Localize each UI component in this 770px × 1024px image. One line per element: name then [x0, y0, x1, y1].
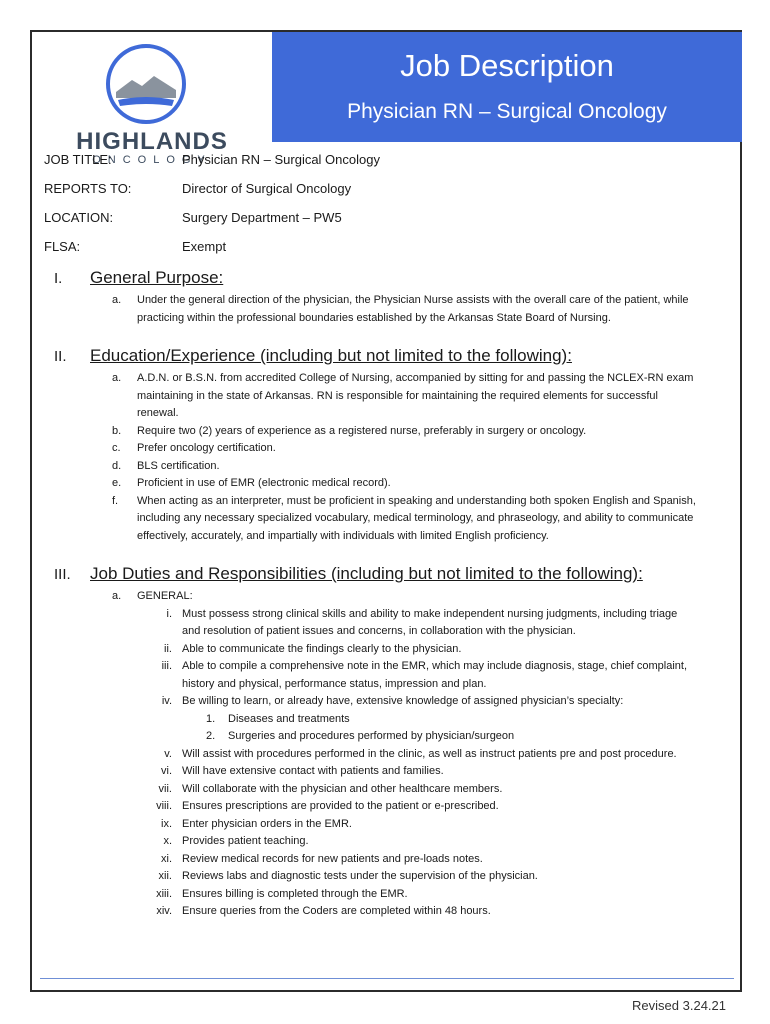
revision-date: Revised 3.24.21 [632, 998, 726, 1013]
duty-item [32, 816, 692, 834]
item-text: BLS certification. [137, 459, 220, 472]
duty-item [32, 658, 692, 693]
section-title: Education/Experience (including but not limited to the following): [90, 346, 572, 365]
duty-item [32, 693, 692, 711]
item-marker: vi. [161, 765, 172, 777]
info-row-job-title [44, 152, 644, 181]
sub-item [32, 728, 688, 746]
logo-sub: ONCOLOGY [92, 154, 212, 166]
item-marker: 1. [206, 712, 216, 725]
list-item [32, 475, 697, 493]
section-job-duties [32, 566, 732, 921]
item-text: Prefer oncology certification. [137, 442, 276, 454]
info-value: Director of Surgical Oncology [182, 181, 352, 196]
section-title: Job Duties and Responsibilities (including but not limited to the following): [90, 564, 643, 583]
item-text: A.D.N. or B.S.N. from accredited College of Nursing, accompanied by sitting for and passing the NCLEX-RN exam maintaining in the state of Arkansas. RN is responsible for maintaining the required elements for successful renewal. [137, 372, 694, 419]
list-item-general [32, 588, 697, 606]
item-text: Able to communicate the findings clearly to the physician. [182, 642, 462, 655]
item-text: Review medical records for new patients and pre-loads notes. [182, 852, 483, 865]
duty-item [32, 606, 692, 641]
item-marker: i. [166, 607, 172, 620]
item-marker: iv. [161, 695, 172, 707]
item-marker: xiii. [156, 887, 172, 900]
info-row-flsa [44, 239, 644, 268]
list-item [32, 423, 697, 441]
item-text: Enter physician orders in the EMR. [182, 817, 352, 830]
item-marker: vii. [158, 782, 172, 795]
title-band [272, 32, 742, 142]
duty-item [32, 746, 692, 764]
section-heading [32, 348, 732, 370]
item-marker: xiv. [156, 905, 172, 917]
item-text: Will have extensive contact with patients and families. [182, 765, 444, 777]
info-value: Exempt [182, 239, 227, 254]
item-text: Provides patient teaching. [182, 835, 309, 847]
duty-item [32, 833, 692, 851]
info-row-location [44, 210, 644, 239]
item-marker: d. [112, 459, 122, 472]
info-row-reports-to [44, 181, 644, 210]
item-text: Under the general direction of the physician, the Physician Nurse assists with the overall care of the patient, while practicing within the professional boundaries established by the Arkansas State Board of Nursing. [137, 294, 689, 324]
duty-item [32, 851, 692, 869]
info-value: Surgery Department – PW5 [182, 210, 342, 225]
duty-item [32, 886, 692, 904]
item-marker: v. [164, 747, 172, 760]
duty-item [32, 903, 692, 921]
item-marker: viii. [156, 800, 172, 812]
item-marker: 2. [206, 730, 216, 742]
item-marker: x. [163, 835, 172, 847]
item-text: Require two (2) years of experience as a registered nurse, preferably in surgery or oncology. [137, 424, 587, 437]
duty-item [32, 868, 692, 886]
item-marker: b. [112, 424, 122, 437]
section-title: General Purpose: [90, 268, 224, 287]
item-marker: a. [112, 372, 122, 384]
item-marker: f. [112, 494, 119, 507]
footer-divider [40, 978, 734, 979]
list-item [32, 493, 697, 546]
duty-item [32, 798, 692, 816]
item-marker: a. [112, 294, 122, 306]
item-text: Must possess strong clinical skills and ability to make independent nursing judgments, including triage and resolution of patient issues and concerns, in collaboration with the physician. [182, 607, 678, 637]
job-info-table [44, 152, 644, 268]
section-number: III. [54, 566, 71, 583]
section-education-experience [32, 348, 732, 545]
item-marker: c. [112, 442, 121, 454]
item-text: GENERAL: [137, 590, 193, 602]
info-label: LOCATION: [44, 210, 114, 225]
item-marker: ii. [164, 642, 172, 655]
item-marker: xi. [161, 852, 172, 865]
sub-item [32, 711, 688, 729]
info-label: JOB TITLE: [44, 152, 112, 167]
info-label: REPORTS TO: [44, 181, 132, 196]
logo-name: HIGHLANDS [76, 128, 228, 155]
duty-item [32, 781, 692, 799]
document-page [30, 30, 742, 992]
list-item [32, 458, 697, 476]
item-text: Able to compile a comprehensive note in the EMR, which may include diagnosis, stage, chief complaint, history and physical, performance status, impression and plan. [182, 660, 688, 690]
item-marker: iii. [161, 660, 172, 672]
document-title: Job Description [400, 48, 614, 83]
list-item [32, 370, 697, 423]
item-text: Reviews labs and diagnostic tests under the supervision of the physician. [182, 870, 538, 882]
item-text: Diseases and treatments [228, 712, 350, 725]
item-marker: xii. [158, 870, 172, 882]
section-general-purpose [32, 270, 732, 327]
info-label: FLSA: [44, 239, 81, 254]
item-text: Proficient in use of EMR (electronic medical record). [137, 477, 391, 489]
item-text: Will assist with procedures performed in the clinic, as well as instruct patients pre and post procedure. [182, 747, 677, 760]
item-text: Ensures prescriptions are provided to the patient or e-prescribed. [182, 800, 499, 812]
item-text: Surgeries and procedures performed by physician/surgeon [228, 730, 515, 742]
list-item [32, 440, 697, 458]
item-text: Be willing to learn, or already have, extensive knowledge of assigned physician’s specialty: [182, 695, 624, 707]
item-text: Will collaborate with the physician and other healthcare members. [182, 782, 503, 795]
duty-item [32, 763, 692, 781]
item-text: When acting as an interpreter, must be proficient in speaking and understanding both spoken English and Spanish, including any necessary specialized vocabulary, medical terminology, and phraseology, and ability to communicate effectively, accurately, and impartially with individuals with limited English proficiency. [137, 494, 696, 542]
section-heading [32, 566, 732, 588]
item-text: Ensures billing is completed through the EMR. [182, 887, 408, 900]
info-value: Physician RN – Surgical Oncology [182, 152, 380, 167]
mountain-logo-icon [104, 42, 188, 126]
section-number: I. [54, 270, 63, 287]
item-text: Ensure queries from the Coders are completed within 48 hours. [182, 905, 491, 917]
list-item [32, 292, 697, 327]
item-marker: a. [112, 590, 122, 602]
item-marker: e. [112, 477, 122, 489]
section-number: II. [54, 348, 67, 365]
item-marker: ix. [161, 817, 172, 830]
duty-item [32, 641, 692, 659]
document-subtitle: Physician RN – Surgical Oncology [347, 100, 667, 123]
section-heading [32, 270, 732, 292]
